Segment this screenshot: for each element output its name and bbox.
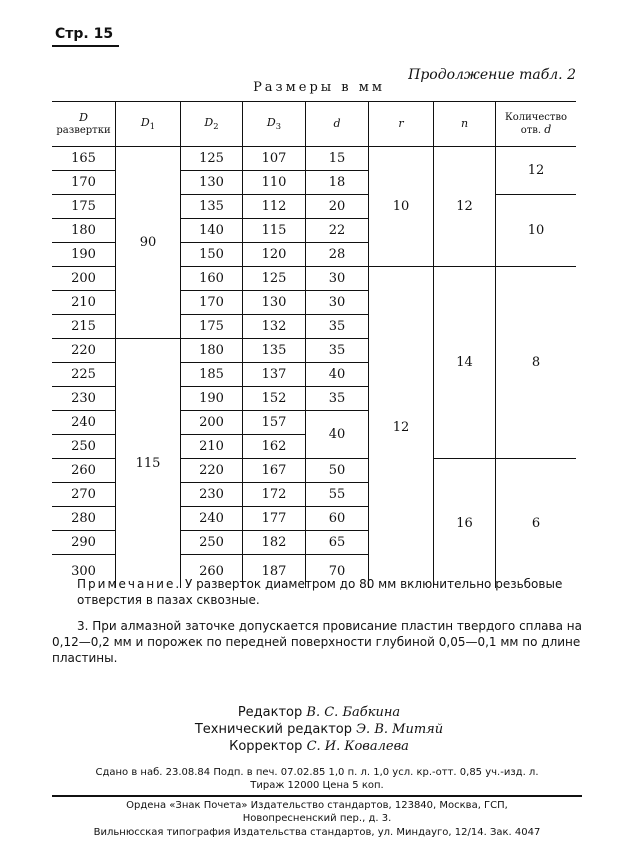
table-header-row	[52, 102, 576, 147]
dimensions-table	[52, 101, 576, 588]
table-row: 180 140 115 22	[52, 219, 576, 243]
header-D2: $D_2$	[181, 102, 243, 147]
table-row: 240 200 157 40	[52, 411, 576, 435]
merged-r-10: 10	[369, 147, 434, 267]
merged-r-12: 12	[369, 267, 434, 589]
header-r: r	[369, 102, 434, 147]
table-row: 300 260 187 70	[52, 555, 576, 589]
merged-n-12: 12	[434, 147, 496, 267]
table-row: 270 230 172 55	[52, 483, 576, 507]
merged-n-16: 16	[434, 459, 496, 589]
table-row: 170 130 110 18	[52, 171, 576, 195]
table-row: 260 220 167 50 16 6	[52, 459, 576, 483]
note-text: У разверток диаметром до 80 мм включительно резьбовые отверстия в пазах сквозные.	[77, 577, 563, 607]
table-row: 290 250 182 65	[52, 531, 576, 555]
table-row: 215 175 132 35	[52, 315, 576, 339]
header-D: D развертки	[52, 102, 116, 147]
merged-D1-90: 90	[116, 147, 181, 339]
merged-count-10: 10	[496, 195, 577, 267]
page-number-underline	[52, 45, 119, 47]
merged-count-8: 8	[496, 267, 577, 459]
table-continuation-label: Продолжение табл. 2	[408, 67, 576, 83]
table-row: 225 185 137 40	[52, 363, 576, 387]
table-row: 250 210 162	[52, 435, 576, 459]
credit-tech-editor: Технический редактор Э. В. Митяй	[194, 722, 444, 737]
units-caption: Размеры в мм	[253, 80, 385, 95]
table-row: 280 240 177 60	[52, 507, 576, 531]
table-note	[77, 576, 582, 608]
merged-count-6: 6	[496, 459, 577, 589]
imprint-divider	[52, 795, 582, 797]
header-D3: $D_3$	[243, 102, 306, 147]
page-number: Стр. 15	[55, 26, 114, 42]
paragraph-3: 3. При алмазной заточке допускается провисание пластин твердого сплава на 0,12—0,2 мм и порожек по передней поверхности глубиной 0,05—0,1 мм по длине пластины.	[52, 619, 582, 665]
table-row: 190 150 120 28	[52, 243, 576, 267]
credit-corrector: Корректор С. И. Ковалева	[229, 739, 409, 754]
table-row: 220 115 180 135 35	[52, 339, 576, 363]
merged-n-14: 14	[434, 267, 496, 459]
merged-d-40: 40	[306, 411, 369, 459]
merged-count-12: 12	[496, 147, 577, 195]
table-row: 165 90 125 107 15 10 12 12	[52, 147, 576, 171]
header-count: Количество отв. d	[496, 102, 577, 147]
header-D1: $D_1$	[116, 102, 181, 147]
header-n: n	[434, 102, 496, 147]
table-row: 230 190 152 35	[52, 387, 576, 411]
note-label: Примечание.	[77, 577, 182, 591]
table-row: 200 160 125 30 12 14 8	[52, 267, 576, 291]
publisher-line-2: Новопресненский пер., д. 3.	[242, 813, 392, 824]
printer-line: Вильнюсская типография Издательства стандартов, ул. Миндауго, 12/14. Зак. 4047	[93, 827, 541, 838]
imprint-line-2: Тираж 12000 Цена 5 коп.	[250, 780, 384, 791]
table-row: 175 135 112 20 10	[52, 195, 576, 219]
header-d: d	[306, 102, 369, 147]
imprint-line-1: Сдано в наб. 23.08.84 Подп. в печ. 07.02.85 1,0 п. л. 1,0 усл. кр.-отт. 0,85 уч.-изд. л.	[95, 767, 539, 778]
table-row: 210 170 130 30	[52, 291, 576, 315]
merged-D1-115: 115	[116, 339, 181, 589]
credit-editor: Редактор В. С. Бабкина	[237, 705, 401, 720]
publisher-line-1: Ордена «Знак Почета» Издательство стандартов, 123840, Москва, ГСП,	[126, 800, 508, 811]
